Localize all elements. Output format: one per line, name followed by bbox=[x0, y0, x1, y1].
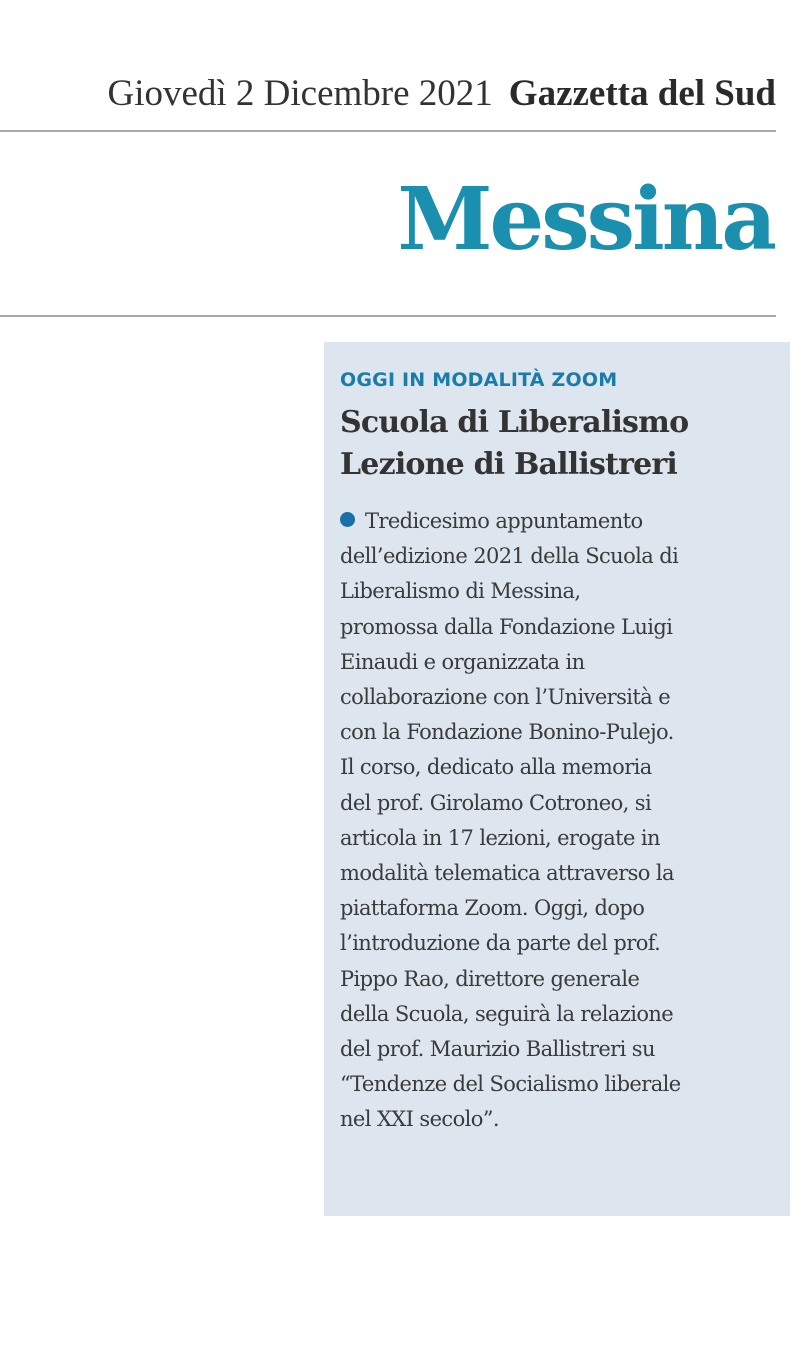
newspaper-name: Gazzetta del Sud bbox=[508, 73, 776, 114]
bullet-icon bbox=[340, 512, 355, 527]
body-line: dell’edizione 2021 della Scuola di bbox=[340, 544, 679, 569]
body-line: Il corso, dedicato alla memoria bbox=[340, 755, 652, 780]
body-line: l’introduzione da parte del prof. bbox=[340, 931, 661, 956]
body-line: “Tendenze del Socialismo liberale bbox=[340, 1072, 681, 1097]
masthead bbox=[0, 72, 776, 116]
headline-line: Lezione di Ballistreri bbox=[340, 447, 678, 482]
body-line: della Scuola, seguirà la relazione bbox=[340, 1001, 674, 1026]
body-line: del prof. Girolamo Cotroneo, si bbox=[340, 790, 652, 815]
body-line: collaborazione con l’Università e bbox=[340, 685, 671, 710]
body-line: con la Fondazione Bonino-Pulejo. bbox=[340, 720, 674, 745]
section-title: Messina bbox=[397, 169, 774, 270]
top-divider bbox=[0, 130, 776, 132]
body-line: articola in 17 lezioni, erogate in bbox=[340, 825, 660, 850]
article-kicker: OGGI IN MODALITÀ ZOOM bbox=[340, 369, 618, 391]
headline-line: Scuola di Liberalismo bbox=[340, 405, 689, 440]
body-line-text: Tredicesimo appuntamento bbox=[365, 509, 643, 533]
body-line: Einaudi e organizzata in bbox=[340, 649, 585, 674]
body-line: piattaforma Zoom. Oggi, dopo bbox=[340, 896, 645, 921]
body-line: del prof. Maurizio Ballistreri su bbox=[340, 1037, 655, 1062]
article-headline bbox=[340, 402, 774, 486]
body-line: nel XXI secolo”. bbox=[340, 1107, 499, 1132]
publication-date: Giovedì 2 Dicembre 2021 bbox=[107, 73, 493, 114]
article-body bbox=[340, 504, 774, 1138]
body-line: Pippo Rao, direttore generale bbox=[340, 966, 640, 991]
body-line-first bbox=[340, 504, 774, 539]
section-divider bbox=[0, 315, 776, 317]
body-line: modalità telematica attraverso la bbox=[340, 861, 674, 886]
article-box bbox=[324, 342, 790, 1216]
body-line: promossa dalla Fondazione Luigi bbox=[340, 614, 673, 639]
body-line: Liberalismo di Messina, bbox=[340, 579, 581, 604]
